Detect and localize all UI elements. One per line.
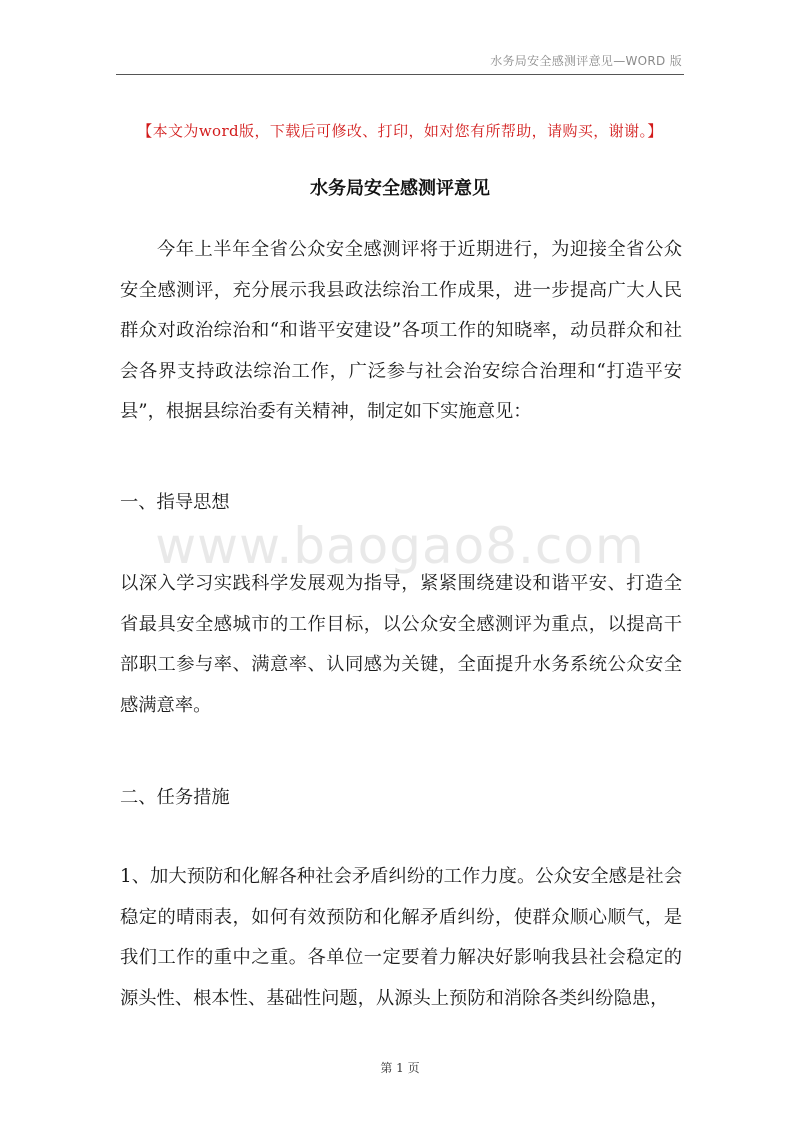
- watermark: www.baogao8.com: [155, 517, 645, 575]
- section-heading-guiding-ideology: 一、指导思想: [120, 492, 230, 513]
- running-header: 水务局安全感测评意见—WORD 版: [490, 54, 682, 68]
- task-item-1-paragraph: 1、加大预防和化解各种社会矛盾纠纷的工作力度。公众安全感是社会稳定的晴雨表，如何有效预防和化解矛盾纠纷，使群众顺心顺气，是我们工作的重中之重。各单位一定要着力解决好影响我县社会稳定的源头性、根本性、基础性问题，从源头上预防和消除各类纠纷隐患，: [120, 866, 682, 1009]
- intro-paragraph: 今年上半年全省公众安全感测评将于近期进行，为迎接全省公众安全感测评，充分展示我县政法综治工作成果，进一步提高广大人民群众对政治综治和“和谐平安建设”各项工作的知晓率，动员群众和社会各界支持政法综治工作，广泛参与社会治安综合治理和“打造平安县”，根据县综治委有关精神，制定如下实施意见：: [120, 239, 682, 422]
- purchase-notice: 【本文为word版，下载后可修改、打印，如对您有所帮助，请购买，谢谢。】: [137, 122, 663, 140]
- header-divider: [116, 74, 684, 75]
- page-number: 第 1 页: [380, 1061, 420, 1075]
- guiding-ideology-paragraph: 以深入学习实践科学发展观为指导，紧紧围绕建设和谐平安、打造全省最具安全感城市的工作目标，以公众安全感测评为重点，以提高干部职工参与率、满意率、认同感为关键，全面提升水务系统公众安全感满意率。: [120, 573, 682, 716]
- document-title: 水务局安全感测评意见: [310, 178, 490, 199]
- section-heading-tasks: 二、任务措施: [120, 787, 230, 808]
